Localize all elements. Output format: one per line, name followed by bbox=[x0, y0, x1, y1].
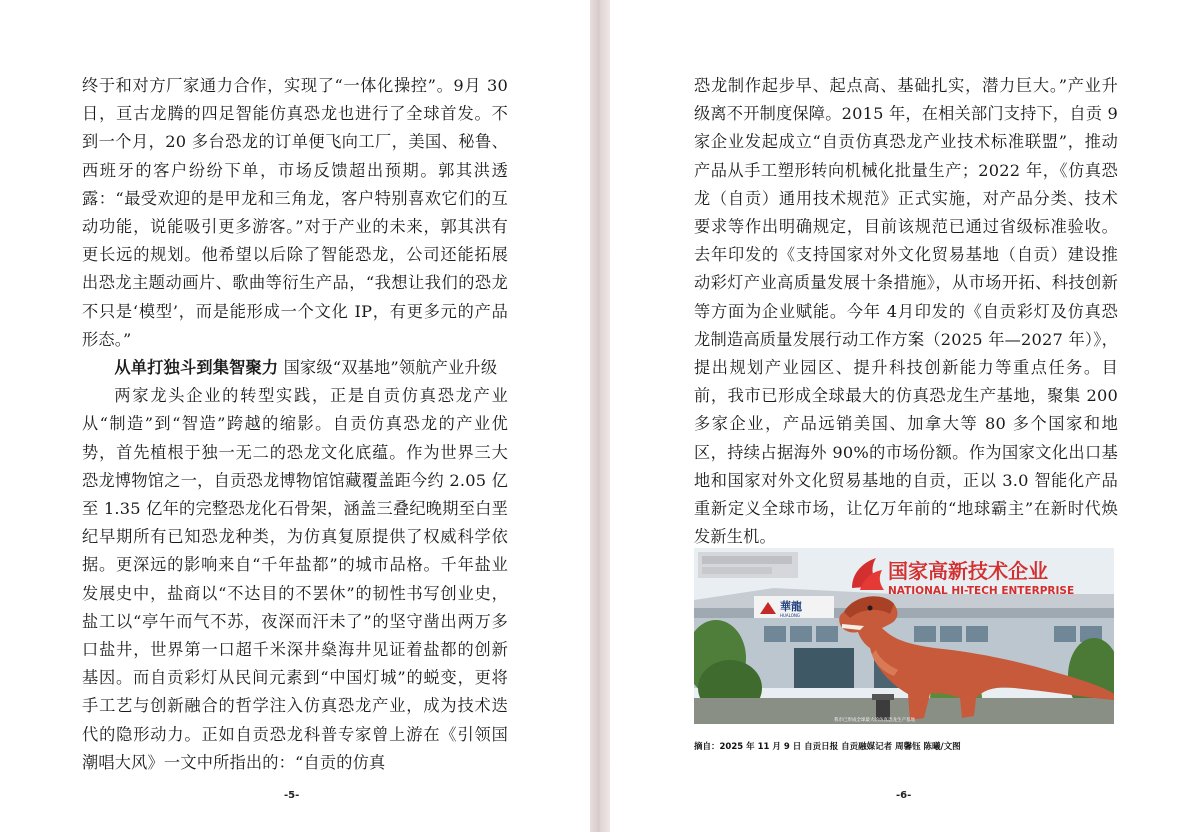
hitech-sign-en: NATIONAL HI-TECH ENTERPRISE bbox=[888, 585, 1075, 597]
page-number: -5- bbox=[284, 790, 300, 801]
company-sign-text: 華龍 bbox=[780, 600, 802, 613]
section-heading-bold: 从单打独斗到集智聚力 bbox=[114, 358, 279, 378]
photo-caption: 摘自：2025 年 11 月 9 日 自贡日报 自贡融媒记者 周馨钰 陈曦/文图 bbox=[694, 742, 961, 752]
left-page bbox=[0, 0, 590, 832]
right-page bbox=[610, 0, 1198, 832]
page-number: -6- bbox=[896, 790, 912, 801]
photo-inner-caption: 我市已形成全球最大的仿真恐龙生产基地 bbox=[834, 718, 915, 723]
paragraph: 两家龙头企业的转型实践，正是自贡仿真恐龙产业从“制造”到“智造”跨越的缩影。自贡仿真恐龙的产业优势，首先植根于独一无二的恐龙文化底蕴。作为世界三大恐龙博物馆之一，自贡恐龙博物馆馆藏覆盖距今约 2.05 亿至 1.35 亿年的完整恐龙化石骨架，涵盖三叠纪晚期至白垩纪早期所有已知恐龙种类，为仿真复原提供了权威科学依据。更深远的影响来自“千年盐都”的城市品格。千年盐业发展史中，盐商以“不达目的不罢休”的韧性书写创业史，盐工以“亭午而气不苏，夜深而汗未了”的坚守凿出两万多口盐井，世界第一口超千米深井燊海井见证着盐都的创新基因。而自贡彩灯从民间元素到“中国灯城”的蜕变，更将手工艺与创新融合的哲学注入仿真恐龙产业，成为技术迭代的隐形动力。正如自贡恐龙科普专家曾上游在《引领国潮唱大风》一文中所指出的：“自贡的仿真 bbox=[82, 386, 508, 772]
hitech-sign-cn: 国家高新技术企业 bbox=[888, 559, 1048, 583]
factory-dinosaur-photo bbox=[694, 548, 1114, 724]
company-sign-en-text: HUALONG bbox=[780, 613, 800, 618]
paragraph: 恐龙制作起步早、起点高、基础扎实，潜力巨大。”产业升级离不开制度保障。2015 年，在相关部门支持下，自贡 9 家企业发起成立“自贡仿真恐龙产业技术标准联盟”，推动产品从手工塑形转向机械化批量生产；2022 年，《仿真恐龙（自贡）通用技术规范》正式实施，对产品分类、技术要求等作出明确规定，目前该规范已通过省级标准验收。去年印发的《支持国家对外文化贸易基地（自贡）建设推动彩灯产业高质量发展十条措施》，从市场开拓、科技创新等方面为企业赋能。今年 4月印发的《自贡彩灯及仿真恐龙制造高质量发展行动工作方案（2025 年—2027 年）》，提出规划产业园区、提升科技创新能力等重点任务。目前，我市已形成全球最大的仿真恐龙生产基地，聚集 200 多家企业，产品远销美国、加拿大等 80 多个国家和地区，持续占据海外 90%的市场份额。作为国家文化出口基地和国家对外文化贸易基地的自贡，正以 3.0 智能化产品重新定义全球市场，让亿万年前的“地球霸主”在新时代焕发新生机。 bbox=[694, 76, 1118, 547]
book-gutter bbox=[590, 0, 610, 832]
left-page-text bbox=[82, 72, 508, 777]
section-heading-rest: 国家级“双基地”领航产业升级 bbox=[278, 358, 498, 378]
section-heading bbox=[82, 354, 508, 382]
right-page-text bbox=[694, 72, 1118, 551]
paragraph: 终于和对方厂家通力合作，实现了“一体化操控”。9月 30日，亘古龙腾的四足智能仿真恐龙也进行了全球首发。不到一个月，20 多台恐龙的订单便飞向工厂，美国、秘鲁、西班牙的客户纷纷下单，市场反馈超出预期。郭其洪透露：“最受欢迎的是甲龙和三角龙，客户特别喜欢它们的互动功能，说能吸引更多游客。”对于产业的未来，郭其洪有更长远的规划。他希望以后除了智能恐龙，公司还能拓展出恐龙主题动画片、歌曲等衍生产品，“我想让我们的恐龙不只是‘模型’，而是能形成一个文化 IP，有更多元的产品形态。” bbox=[82, 76, 508, 349]
